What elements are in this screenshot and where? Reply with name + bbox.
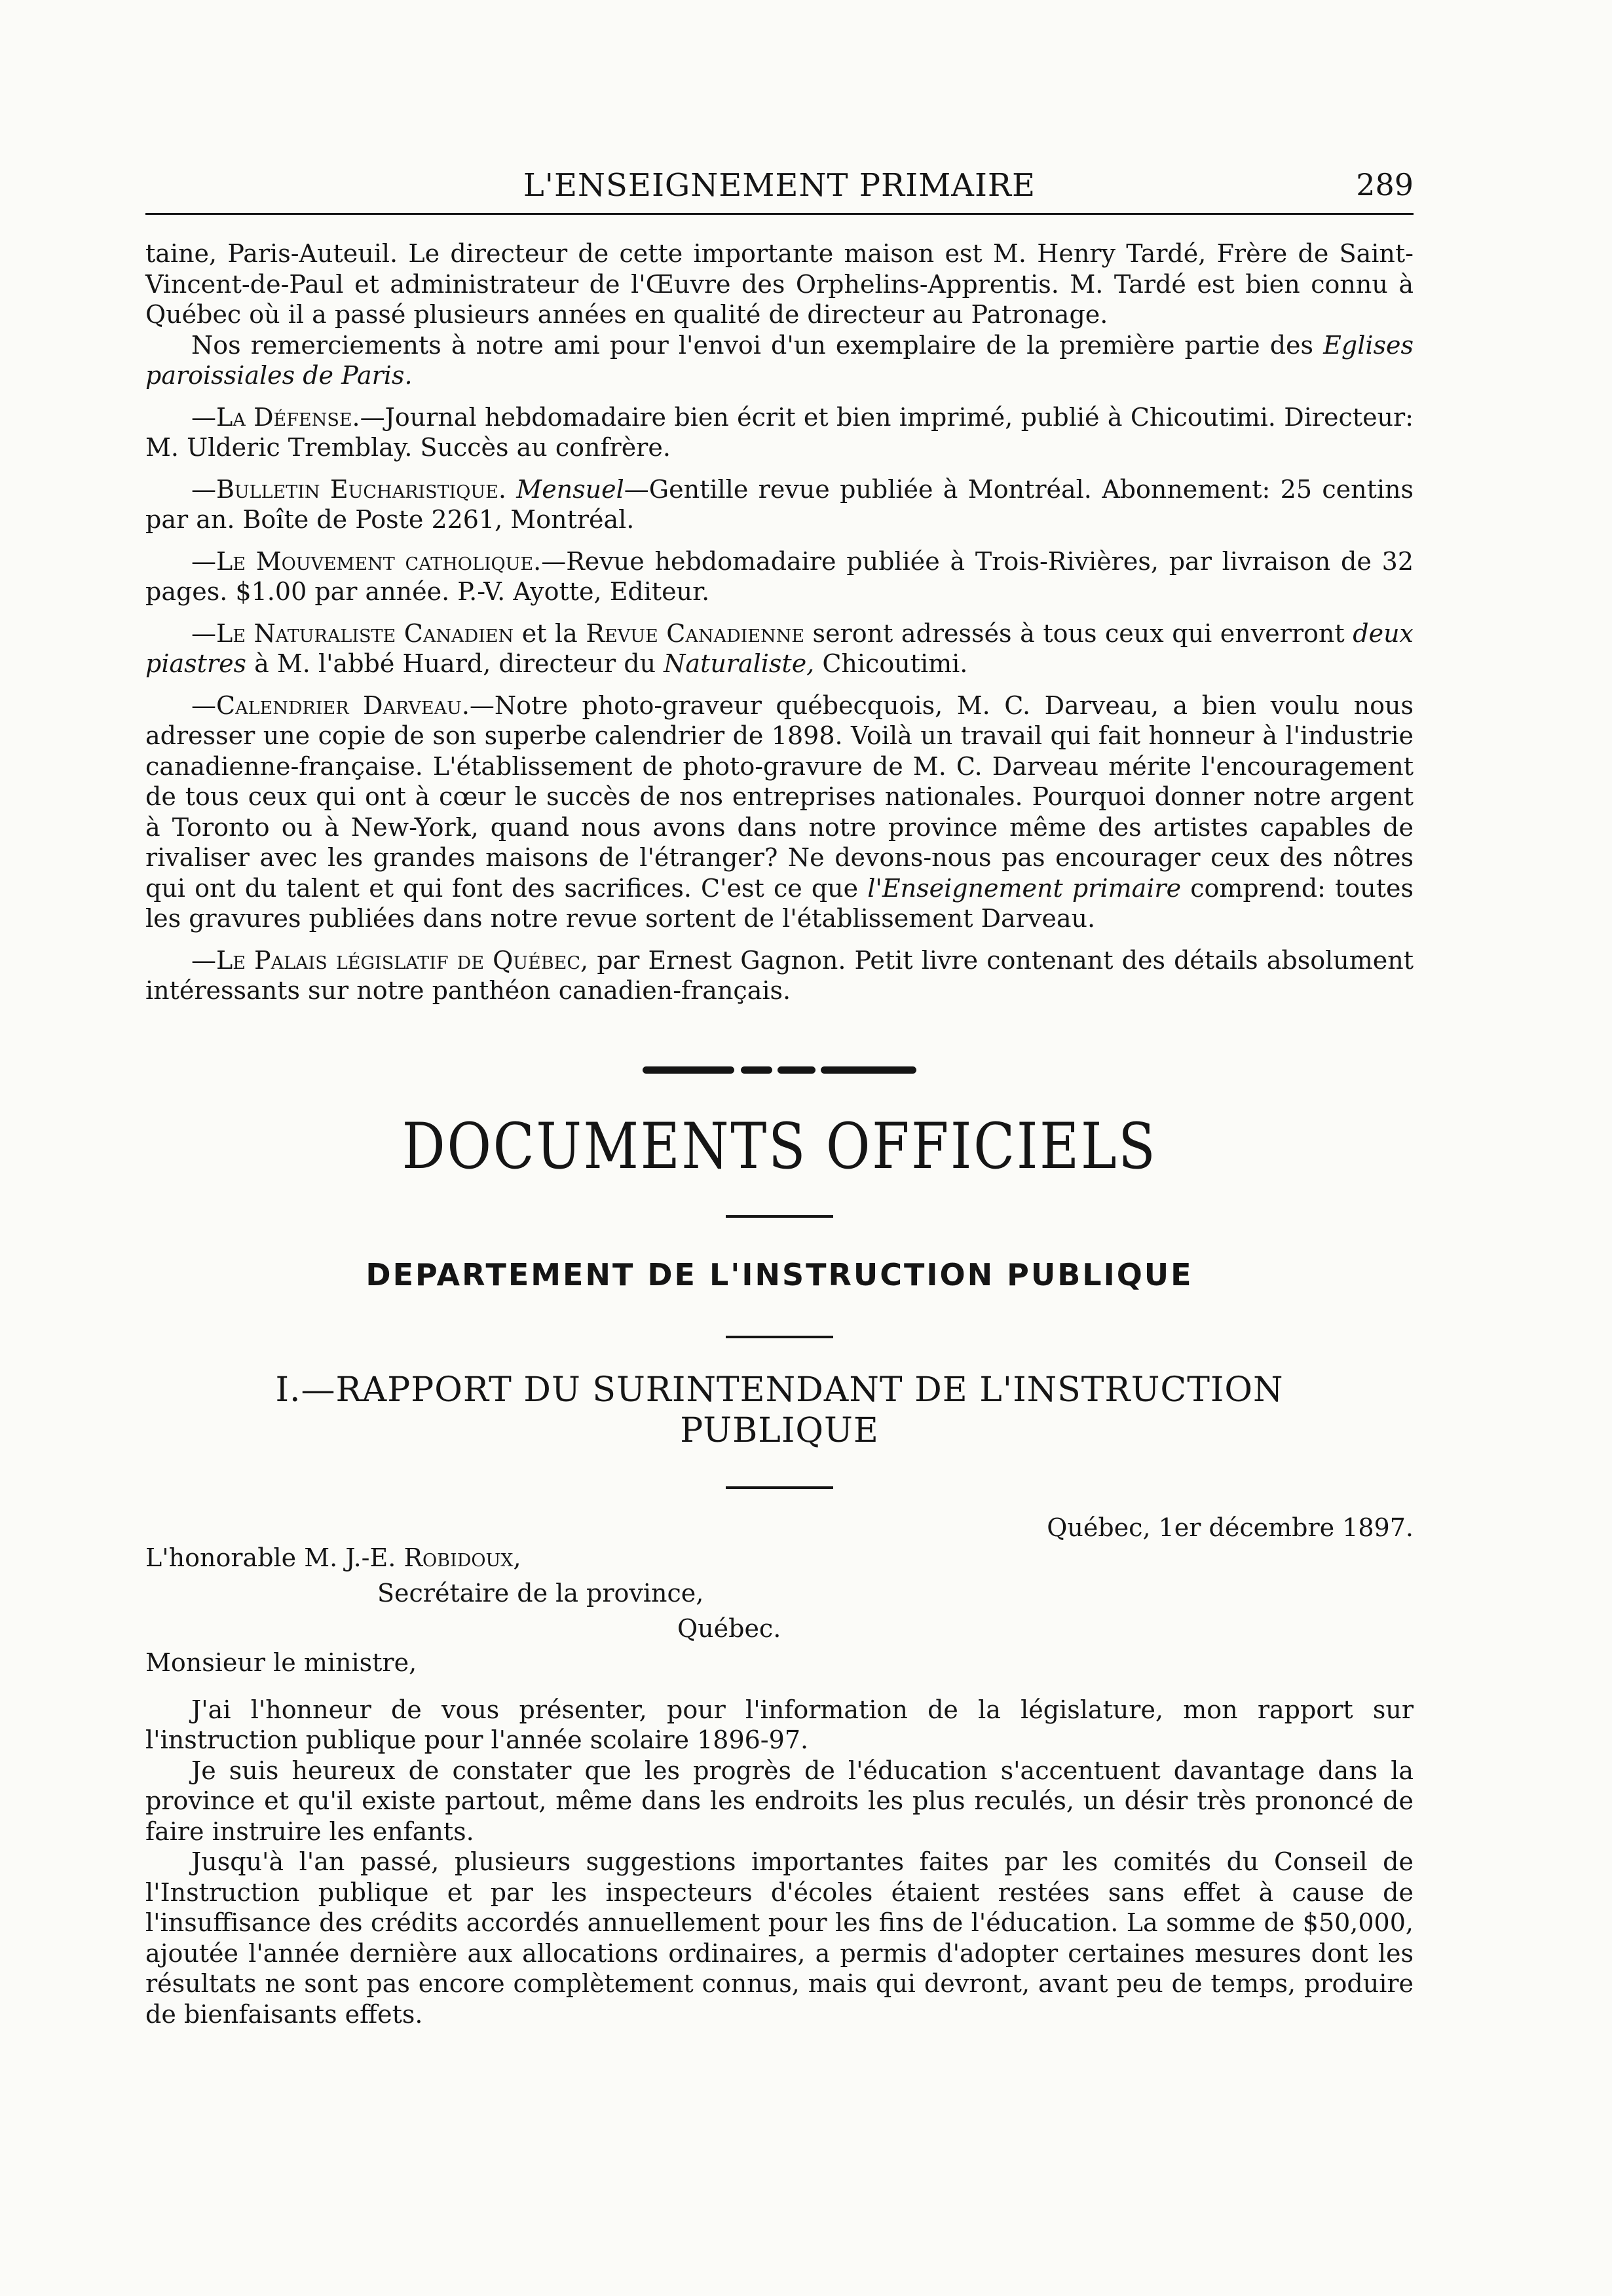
notice-calendrier: —Calendrier Darveau.—Notre photo-graveur québecquois, M. C. Darveau, a bien voulu nous adresser une copie de son superbe calendrier de 1898. Voilà un travail qui fait honneur à l'industrie canadienne-française. L'établissement de photo-gravure de M. C. Darveau mérite l'encouragement de tous ceux qui ont à cœur le succès de nos entreprises nationales. Pourquoi donner notre argent à Toronto ou à New-York, quand nous avons dans notre province même des artistes capables de rivaliser avec les grandes maisons de l'étranger? Ne devons-nous pas encourager ceux des nôtres qui ont du talent et qui font des sacrifices. C'est ce que l'Enseignement primaire comprend: toutes les gravures publiées dans notre revue sortent de l'établissement Darveau.: [145, 690, 1414, 933]
letter-paragraph: J'ai l'honneur de vous présenter, pour l'information de la législature, mon rapport sur l'instruction publique pour l'année scolaire 1896-97.: [145, 1695, 1414, 1754]
salutation: Monsieur le ministre,: [145, 1647, 417, 1677]
letter-paragraph: Je suis heureux de constater que les progrès de l'éducation s'accentuent davantage dans la province et qu'il existe partout, même dans les endroits les plus reculés, un désir très prononcé de faire instruire les enfants.: [145, 1756, 1414, 1846]
letter-date: Québec, 1er décembre 1897.: [1047, 1513, 1414, 1542]
header-rule: [145, 213, 1414, 215]
notice-mouvement: —Le Mouvement catholique.—Revue hebdomadaire publiée à Trois-Rivières, par livraison de 32 pages. $1.00 par année. P.-V. Ayotte, Editeur.: [145, 546, 1414, 606]
notice-palais: —Le Palais législatif de Québec, par Ernest Gagnon. Petit livre contenant des détails absolument intéressants sur notre panthéon canadien-français.: [145, 945, 1414, 1005]
addressee-title: Secrétaire de la province,: [377, 1578, 704, 1608]
notice-bulletin: —Bulletin Eucharistique. Mensuel—Gentille revue publiée à Montréal. Abonnement: 25 centins par an. Boîte de Poste 2261, Montréal.: [145, 474, 1414, 534]
notice-naturaliste: —Le Naturaliste Canadien et la Revue Canadienne seront adressés à tous ceux qui enverront deux piastres à M. l'abbé Huard, directeur du Naturaliste, Chicoutimi.: [145, 618, 1414, 678]
publication-name: —Calendrier Darveau.: [191, 690, 470, 720]
addressee-city: Québec.: [677, 1613, 781, 1643]
letter-head: [145, 1513, 1414, 1680]
short-rule: [726, 1486, 833, 1489]
ornament-divider: [643, 1066, 916, 1074]
notice-paragraph: taine, Paris-Auteuil. Le directeur de cette importante maison est M. Henry Tardé, Frère de Saint-Vincent-de-Paul et administrateur de l'Œuvre des Orphelins-Apprentis. M. Tardé est bien connu à Québec où il a passé plusieurs années en qualité de directeur au Patronage.: [145, 239, 1414, 329]
page-number: 289: [1356, 167, 1414, 202]
section-title: DOCUMENTS OFFICIELS: [402, 1109, 1157, 1183]
department-heading: DEPARTEMENT DE L'INSTRUCTION PUBLIQUE: [366, 1256, 1193, 1292]
short-rule: [726, 1336, 833, 1338]
publication-name: —Le Naturaliste Canadien: [191, 618, 514, 648]
notice-defense: —La Défense.—Journal hebdomadaire bien écrit et bien imprimé, publié à Chicoutimi. Directeur: M. Ulderic Tremblay. Succès au confrère.: [145, 402, 1414, 462]
book-title: Eglises paroissiales de Paris.: [145, 330, 1414, 390]
page: [145, 167, 1414, 2029]
report-title: I.—RAPPORT DU SURINTENDANT DE L'INSTRUCTION PUBLIQUE: [275, 1370, 1284, 1450]
running-head: [145, 167, 1414, 209]
publication-name: —La Défense.: [191, 402, 360, 432]
publication-name: —Le Palais législatif de Québec,: [191, 945, 589, 975]
publication-name: —Bulletin Eucharistique.: [191, 474, 506, 504]
letter-paragraph: Jusqu'à l'an passé, plusieurs suggestions importantes faites par les comités du Conseil de l'Instruction publique et par les inspecteurs d'écoles étaient restées sans effet à cause de l'insuffisance des crédits accordés annuellement pour les fins de l'éducation. La somme de $50,000, ajoutée l'année dernière aux allocations ordinaires, a permis d'adopter certaines mesures dont les résultats ne sont pas encore complètement connus, mais qui devront, avant peu de temps, produire de bienfaisants effets.: [145, 1847, 1414, 2029]
addressee: L'honorable M. J.-E. Robidoux,: [145, 1543, 521, 1572]
publication-name: Revue Canadienne: [586, 618, 804, 648]
notice-paragraph: Nos remerciements à notre ami pour l'envoi d'un exemplaire de la première partie des Eglises paroissiales de Paris.: [145, 330, 1414, 390]
running-title: L'ENSEIGNEMENT PRIMAIRE: [523, 167, 1036, 204]
notices: [145, 238, 1414, 1006]
short-rule: [726, 1215, 833, 1218]
publication-name: —Le Mouvement catholique.: [191, 546, 542, 576]
letter-body: [145, 1695, 1414, 2030]
